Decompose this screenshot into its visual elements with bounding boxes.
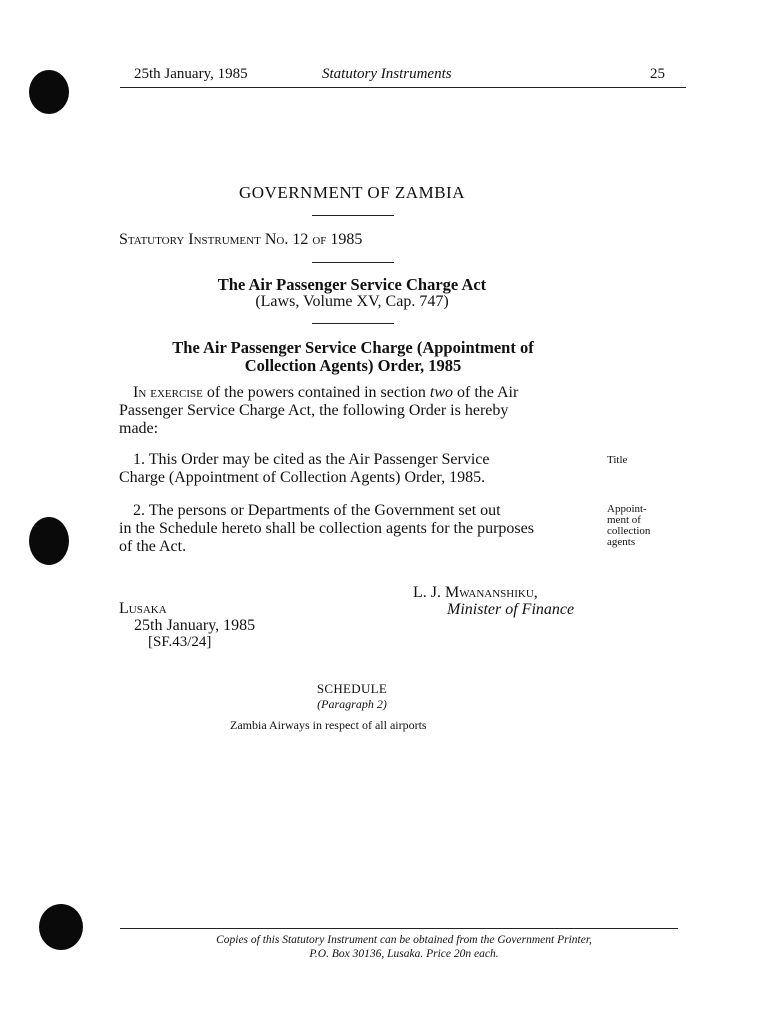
- sign-date: 25th January, 1985: [134, 617, 256, 634]
- schedule-entry: Zambia Airways in respect of all airports: [230, 718, 427, 732]
- section-2-line-3: of the Act.: [119, 538, 187, 555]
- margin-note-line-2: ment of: [607, 514, 641, 526]
- header-page-number: 25: [650, 66, 665, 82]
- section-2: [119, 502, 589, 556]
- section-1-line-2: Charge (Appointment of Collection Agents) Order, 1985.: [119, 469, 486, 486]
- punch-hole-bottom: [39, 904, 83, 950]
- signatory-title: Minister of Finance: [447, 601, 575, 618]
- act-title: The Air Passenger Service Charge Act: [217, 275, 487, 294]
- section-2-line-2: in the Schedule hereto shall be collection agents for the purposes: [119, 520, 534, 537]
- header-rule: [120, 87, 686, 88]
- margin-note-appointment: [607, 504, 650, 548]
- heading-rule-2: [312, 262, 394, 263]
- schedule-paragraph: [240, 697, 464, 712]
- footer-rule: [120, 928, 678, 929]
- order-title-line-2: Collection Agents) Order, 1985: [244, 356, 462, 375]
- preamble-line-1-text: of the powers contained in section: [202, 384, 430, 401]
- preamble-line-1: [119, 384, 589, 402]
- section-2-line-1: 2. The persons or Departments of the Government set out: [133, 502, 501, 519]
- footer-line-1: Copies of this Statutory Instrument can be obtained from the Government Printer,: [216, 934, 592, 946]
- preamble-line-2: Passenger Service Charge Act, the following Order is hereby: [119, 402, 509, 419]
- instrument-number: Statutory Instrument No. 12 of 1985: [119, 231, 363, 248]
- preamble-line-3: made:: [119, 420, 159, 437]
- file-reference: [SF.43/24]: [148, 634, 212, 650]
- schedule-heading: SCHEDULE: [316, 681, 388, 696]
- margin-note-line-4: agents: [607, 536, 636, 548]
- signatory-name: L. J. Mwananshiku,: [413, 584, 538, 601]
- preamble-lead: In exercise: [133, 384, 203, 401]
- act-reference: (Laws, Volume XV, Cap. 747): [255, 293, 449, 310]
- preamble-line-1-end: of the Air: [453, 384, 519, 401]
- government-heading: GOVERNMENT OF ZAMBIA: [239, 183, 465, 202]
- margin-note-title-line: Title: [607, 454, 628, 466]
- punch-hole-middle: [29, 517, 69, 565]
- order-title: [110, 339, 596, 375]
- footer-line-2: P.O. Box 30136, Lusaka. Price 20n each.: [309, 948, 499, 960]
- heading-rule-1: [312, 215, 394, 216]
- order-title-line-1: The Air Passenger Service Charge (Appointment of: [172, 338, 534, 357]
- schedule-paragraph-text: (Paragraph 2): [317, 697, 387, 711]
- margin-note-line-3: collection: [607, 525, 651, 537]
- section-1-line-1: 1. This Order may be cited as the Air Passenger Service: [133, 451, 490, 468]
- punch-hole-top: [29, 70, 69, 114]
- place: Lusaka: [119, 600, 167, 617]
- header-date: 25th January, 1985: [134, 66, 248, 82]
- preamble-italic-word: two: [429, 384, 453, 401]
- margin-note-title: [607, 455, 627, 466]
- margin-note-line-1: Appoint-: [607, 503, 647, 515]
- footer: [130, 933, 678, 961]
- heading-rule-3: [312, 323, 394, 324]
- section-1: [119, 451, 589, 487]
- header-publication: Statutory Instruments: [322, 66, 452, 82]
- preamble: [119, 384, 589, 438]
